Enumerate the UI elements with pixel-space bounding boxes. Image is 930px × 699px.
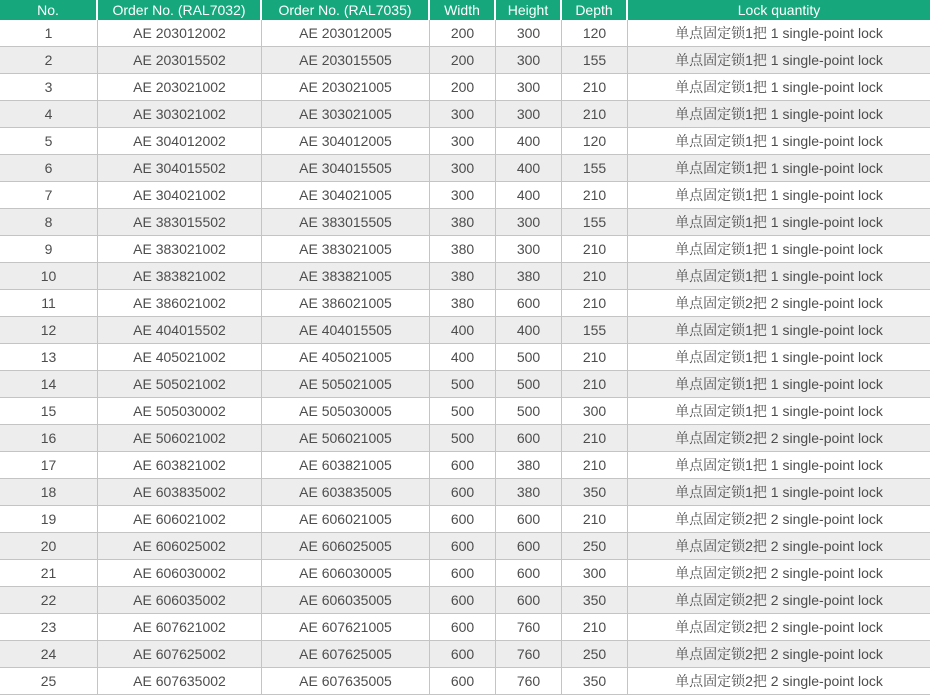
cell-order-no-ral7035: AE 203021005 [262, 74, 430, 101]
cell-height: 380 [496, 479, 562, 506]
table-row [0, 263, 930, 290]
cell-order-no-ral7035: AE 405021005 [262, 344, 430, 371]
cell-order-no-ral7032: AE 607625002 [98, 641, 262, 668]
cell-order-no-ral7035: AE 606025005 [262, 533, 430, 560]
cell-order-no-ral7032: AE 606035002 [98, 587, 262, 614]
cell-lock-quantity: 单点固定锁1把 1 single-point lock [628, 209, 930, 236]
cell-height: 760 [496, 614, 562, 641]
cell-depth: 210 [562, 425, 628, 452]
cell-no: 23 [0, 614, 98, 641]
cell-width: 380 [430, 209, 496, 236]
cell-depth: 155 [562, 209, 628, 236]
cell-height: 500 [496, 371, 562, 398]
cell-height: 400 [496, 182, 562, 209]
cell-order-no-ral7032: AE 386021002 [98, 290, 262, 317]
cell-depth: 210 [562, 344, 628, 371]
table-row [0, 641, 930, 668]
cell-depth: 120 [562, 128, 628, 155]
cell-depth: 350 [562, 587, 628, 614]
cell-no: 15 [0, 398, 98, 425]
table-row [0, 182, 930, 209]
cell-depth: 155 [562, 47, 628, 74]
column-header-lock-quantity: Lock quantity [628, 0, 930, 20]
cell-width: 600 [430, 560, 496, 587]
cell-height: 300 [496, 209, 562, 236]
cell-no: 22 [0, 587, 98, 614]
cell-height: 300 [496, 20, 562, 47]
cell-lock-quantity: 单点固定锁1把 1 single-point lock [628, 452, 930, 479]
cell-order-no-ral7032: AE 603821002 [98, 452, 262, 479]
cell-order-no-ral7035: AE 606035005 [262, 587, 430, 614]
cell-no: 12 [0, 317, 98, 344]
column-header-no: No. [0, 0, 98, 20]
cell-no: 4 [0, 101, 98, 128]
column-header-height: Height [496, 0, 562, 20]
table-row [0, 128, 930, 155]
cell-lock-quantity: 单点固定锁1把 1 single-point lock [628, 479, 930, 506]
cell-no: 14 [0, 371, 98, 398]
column-header-depth: Depth [562, 0, 628, 20]
table-row [0, 209, 930, 236]
cell-depth: 350 [562, 479, 628, 506]
cell-no: 25 [0, 668, 98, 695]
cell-height: 380 [496, 452, 562, 479]
cell-depth: 210 [562, 506, 628, 533]
cell-no: 10 [0, 263, 98, 290]
cell-width: 300 [430, 155, 496, 182]
cell-width: 500 [430, 371, 496, 398]
cell-width: 380 [430, 290, 496, 317]
cell-width: 400 [430, 344, 496, 371]
cell-height: 600 [496, 290, 562, 317]
cell-order-no-ral7035: AE 383015505 [262, 209, 430, 236]
cell-order-no-ral7035: AE 304021005 [262, 182, 430, 209]
cell-order-no-ral7032: AE 607621002 [98, 614, 262, 641]
cell-no: 18 [0, 479, 98, 506]
cell-lock-quantity: 单点固定锁2把 2 single-point lock [628, 614, 930, 641]
table-row [0, 506, 930, 533]
table-row [0, 398, 930, 425]
cell-width: 300 [430, 101, 496, 128]
cell-order-no-ral7032: AE 506021002 [98, 425, 262, 452]
cell-no: 20 [0, 533, 98, 560]
cell-depth: 350 [562, 668, 628, 695]
table-row [0, 236, 930, 263]
column-header-order-no-ral7032: Order No. (RAL7032) [98, 0, 262, 20]
cell-lock-quantity: 单点固定锁1把 1 single-point lock [628, 128, 930, 155]
cell-lock-quantity: 单点固定锁2把 2 single-point lock [628, 560, 930, 587]
cell-order-no-ral7032: AE 203015502 [98, 47, 262, 74]
table-row [0, 668, 930, 695]
cell-depth: 210 [562, 263, 628, 290]
table-row [0, 425, 930, 452]
cell-width: 600 [430, 452, 496, 479]
cell-lock-quantity: 单点固定锁1把 1 single-point lock [628, 101, 930, 128]
table-row [0, 74, 930, 101]
cell-lock-quantity: 单点固定锁1把 1 single-point lock [628, 344, 930, 371]
cell-lock-quantity: 单点固定锁1把 1 single-point lock [628, 182, 930, 209]
cell-lock-quantity: 单点固定锁2把 2 single-point lock [628, 587, 930, 614]
header-row [0, 0, 930, 20]
cell-width: 600 [430, 668, 496, 695]
cell-no: 11 [0, 290, 98, 317]
cell-height: 400 [496, 155, 562, 182]
cell-order-no-ral7032: AE 505030002 [98, 398, 262, 425]
cell-width: 380 [430, 236, 496, 263]
cell-order-no-ral7032: AE 383015502 [98, 209, 262, 236]
cell-no: 6 [0, 155, 98, 182]
cell-width: 200 [430, 74, 496, 101]
cell-height: 600 [496, 425, 562, 452]
cell-order-no-ral7032: AE 405021002 [98, 344, 262, 371]
cell-depth: 210 [562, 290, 628, 317]
cell-order-no-ral7035: AE 603835005 [262, 479, 430, 506]
cell-order-no-ral7032: AE 404015502 [98, 317, 262, 344]
cell-order-no-ral7032: AE 304015502 [98, 155, 262, 182]
cell-order-no-ral7035: AE 383021005 [262, 236, 430, 263]
cell-height: 380 [496, 263, 562, 290]
cell-order-no-ral7035: AE 607625005 [262, 641, 430, 668]
cell-height: 600 [496, 506, 562, 533]
table-row [0, 452, 930, 479]
table-row [0, 155, 930, 182]
table-row [0, 614, 930, 641]
cell-lock-quantity: 单点固定锁1把 1 single-point lock [628, 398, 930, 425]
table-row [0, 290, 930, 317]
cell-no: 3 [0, 74, 98, 101]
cell-order-no-ral7035: AE 606021005 [262, 506, 430, 533]
cell-no: 9 [0, 236, 98, 263]
cell-lock-quantity: 单点固定锁2把 2 single-point lock [628, 290, 930, 317]
cell-no: 17 [0, 452, 98, 479]
cell-lock-quantity: 单点固定锁1把 1 single-point lock [628, 47, 930, 74]
cell-order-no-ral7032: AE 606021002 [98, 506, 262, 533]
cell-order-no-ral7032: AE 606025002 [98, 533, 262, 560]
cell-height: 400 [496, 317, 562, 344]
cell-height: 300 [496, 236, 562, 263]
cell-height: 500 [496, 398, 562, 425]
cell-depth: 210 [562, 182, 628, 209]
cell-depth: 210 [562, 371, 628, 398]
cell-width: 600 [430, 479, 496, 506]
cell-lock-quantity: 单点固定锁1把 1 single-point lock [628, 263, 930, 290]
cell-order-no-ral7032: AE 383821002 [98, 263, 262, 290]
cell-width: 600 [430, 587, 496, 614]
table-row [0, 479, 930, 506]
column-header-width: Width [430, 0, 496, 20]
cell-lock-quantity: 单点固定锁2把 2 single-point lock [628, 668, 930, 695]
cell-height: 600 [496, 587, 562, 614]
cell-height: 300 [496, 47, 562, 74]
cell-lock-quantity: 单点固定锁1把 1 single-point lock [628, 20, 930, 47]
cell-order-no-ral7032: AE 203021002 [98, 74, 262, 101]
cell-no: 2 [0, 47, 98, 74]
cell-lock-quantity: 单点固定锁2把 2 single-point lock [628, 641, 930, 668]
cell-order-no-ral7035: AE 606030005 [262, 560, 430, 587]
cell-order-no-ral7035: AE 506021005 [262, 425, 430, 452]
cell-order-no-ral7035: AE 607621005 [262, 614, 430, 641]
cell-lock-quantity: 单点固定锁1把 1 single-point lock [628, 317, 930, 344]
cell-order-no-ral7035: AE 383821005 [262, 263, 430, 290]
table-row [0, 587, 930, 614]
cell-width: 600 [430, 614, 496, 641]
cell-no: 19 [0, 506, 98, 533]
cell-width: 500 [430, 398, 496, 425]
cell-no: 16 [0, 425, 98, 452]
cell-no: 1 [0, 20, 98, 47]
table-row [0, 317, 930, 344]
table-body [0, 20, 930, 695]
cell-depth: 300 [562, 560, 628, 587]
cell-no: 8 [0, 209, 98, 236]
cell-order-no-ral7035: AE 505030005 [262, 398, 430, 425]
cell-depth: 210 [562, 74, 628, 101]
cell-lock-quantity: 单点固定锁2把 2 single-point lock [628, 533, 930, 560]
cell-width: 600 [430, 506, 496, 533]
cell-lock-quantity: 单点固定锁2把 2 single-point lock [628, 425, 930, 452]
cell-order-no-ral7035: AE 203012005 [262, 20, 430, 47]
table-row [0, 47, 930, 74]
cell-order-no-ral7035: AE 603821005 [262, 452, 430, 479]
cell-width: 200 [430, 20, 496, 47]
cell-lock-quantity: 单点固定锁1把 1 single-point lock [628, 155, 930, 182]
cell-lock-quantity: 单点固定锁2把 2 single-point lock [628, 506, 930, 533]
cell-order-no-ral7035: AE 303021005 [262, 101, 430, 128]
cell-order-no-ral7035: AE 203015505 [262, 47, 430, 74]
cell-depth: 210 [562, 101, 628, 128]
cell-order-no-ral7032: AE 505021002 [98, 371, 262, 398]
cell-no: 24 [0, 641, 98, 668]
cell-order-no-ral7032: AE 303021002 [98, 101, 262, 128]
cell-order-no-ral7032: AE 606030002 [98, 560, 262, 587]
cell-order-no-ral7035: AE 404015505 [262, 317, 430, 344]
cell-depth: 120 [562, 20, 628, 47]
table-row [0, 101, 930, 128]
cell-order-no-ral7032: AE 203012002 [98, 20, 262, 47]
cell-depth: 210 [562, 614, 628, 641]
cell-order-no-ral7032: AE 304012002 [98, 128, 262, 155]
cell-order-no-ral7035: AE 386021005 [262, 290, 430, 317]
cell-depth: 155 [562, 155, 628, 182]
cell-order-no-ral7032: AE 607635002 [98, 668, 262, 695]
cell-width: 200 [430, 47, 496, 74]
table-row [0, 533, 930, 560]
cell-height: 300 [496, 101, 562, 128]
cell-height: 760 [496, 641, 562, 668]
cell-depth: 250 [562, 641, 628, 668]
table-row [0, 560, 930, 587]
cell-lock-quantity: 单点固定锁1把 1 single-point lock [628, 371, 930, 398]
cell-width: 400 [430, 317, 496, 344]
cell-order-no-ral7035: AE 505021005 [262, 371, 430, 398]
cell-depth: 210 [562, 452, 628, 479]
cell-height: 300 [496, 74, 562, 101]
cell-width: 600 [430, 533, 496, 560]
column-header-order-no-ral7035: Order No. (RAL7035) [262, 0, 430, 20]
cell-depth: 155 [562, 317, 628, 344]
cell-depth: 210 [562, 236, 628, 263]
table-row [0, 371, 930, 398]
cell-no: 13 [0, 344, 98, 371]
cell-width: 300 [430, 182, 496, 209]
cell-lock-quantity: 单点固定锁1把 1 single-point lock [628, 236, 930, 263]
cell-depth: 300 [562, 398, 628, 425]
cell-width: 500 [430, 425, 496, 452]
cell-height: 600 [496, 560, 562, 587]
cell-height: 500 [496, 344, 562, 371]
cell-no: 5 [0, 128, 98, 155]
cell-order-no-ral7035: AE 304012005 [262, 128, 430, 155]
cell-lock-quantity: 单点固定锁1把 1 single-point lock [628, 74, 930, 101]
cell-no: 7 [0, 182, 98, 209]
cell-height: 600 [496, 533, 562, 560]
cell-no: 21 [0, 560, 98, 587]
table-row [0, 344, 930, 371]
cell-width: 380 [430, 263, 496, 290]
table-row [0, 20, 930, 47]
cell-order-no-ral7035: AE 304015505 [262, 155, 430, 182]
cell-order-no-ral7032: AE 304021002 [98, 182, 262, 209]
cell-height: 760 [496, 668, 562, 695]
cell-depth: 250 [562, 533, 628, 560]
cell-height: 400 [496, 128, 562, 155]
cell-order-no-ral7035: AE 607635005 [262, 668, 430, 695]
cell-width: 600 [430, 641, 496, 668]
cell-order-no-ral7032: AE 603835002 [98, 479, 262, 506]
cell-order-no-ral7032: AE 383021002 [98, 236, 262, 263]
cell-width: 300 [430, 128, 496, 155]
